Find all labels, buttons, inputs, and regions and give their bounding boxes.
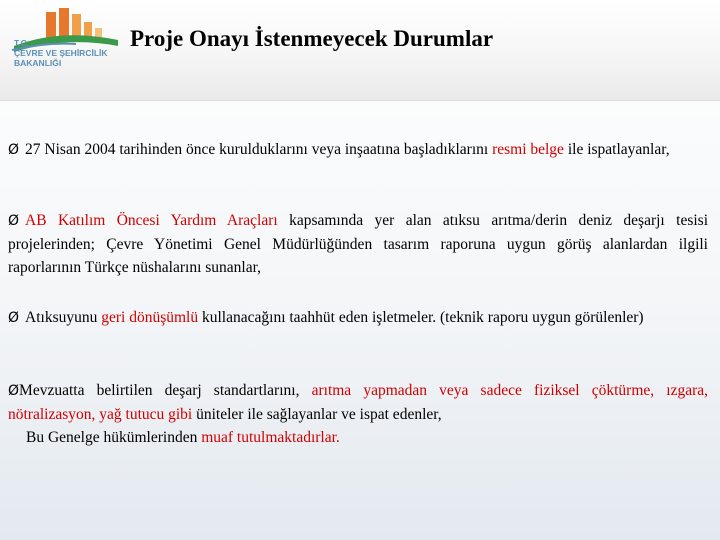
bullet-arrow-icon: Ø [8,383,20,399]
paragraph-3-text-b: kullanacağını taahhüt eden işletmeler. (teknik raporu uygun görülenler) [198,309,644,326]
slide-title: Proje Onayı İstenmeyecek Durumlar [130,26,494,51]
paragraph-4-highlight: arıtma yapmadan veya sadece fiziksel çöktürme, ızgara, nötralizasyon, yağ tutucu gibi [8,382,708,423]
bullet-paragraph-2 [8,209,708,279]
paragraph-4-closing [8,426,340,449]
paragraph-4-exempt-highlight: muaf tutulmaktadırlar. [201,429,340,446]
paragraph-3-highlight: geri dönüşümlü [101,309,199,326]
bullet-arrow-icon: Ø [8,310,20,326]
slide-header [0,0,720,101]
bullet-arrow-icon: Ø [8,213,20,229]
paragraph-1-highlight: resmi belge [492,141,564,158]
bullet-paragraph-4 [8,379,708,449]
paragraph-2-highlight: AB Katılım Öncesi Yardım Araçları [25,212,278,229]
paragraph-4-text-a: Mevzuatta belirtilen deşarj standartlarını, [19,382,312,399]
logo-text [14,38,124,68]
bullet-paragraph-1 [8,138,670,162]
paragraph-1-text-b: ile ispatlayanlar, [563,141,670,158]
bullet-paragraph-3 [8,306,644,330]
paragraph-3-text-a: Atıksuyunu [25,309,102,326]
logo-line-tc: T.C. [14,38,30,48]
paragraph-4-text-c: Bu Genelge hükümlerinden [26,429,202,446]
paragraph-1-text-a: 27 Nisan 2004 tarihinden önce kurulduklarını veya inşaatına başladıklarını [25,141,493,158]
paragraph-4-text-b: üniteler ile sağlayanlar ve ispat edenler, [192,406,442,423]
logo-line-bakanligi: BAKANLIĞI [14,58,62,68]
bullet-arrow-icon: Ø [8,142,20,158]
logo-line-ministry: ÇEVRE VE ŞEHİRCİLİK [14,48,108,58]
paragraph-2-text-b: kapsamında yer alan atıksu arıtma/derin deniz deşarjı tesisi projelerinden; Çevre Yönetimi Genel Müdürlüğünden tasarım raporuna uygun görüş alanlardan ilgili raporlarının Türkçe nüshalarını sunanlar, [8,212,708,276]
